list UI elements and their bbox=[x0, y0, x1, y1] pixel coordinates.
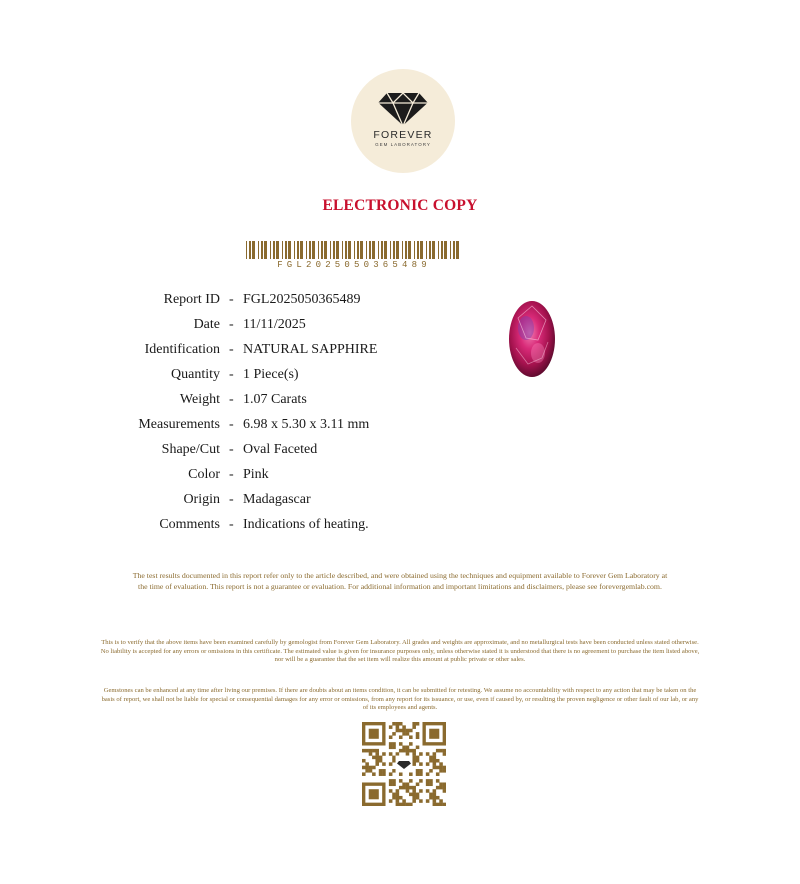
detail-row-origin bbox=[0, 492, 500, 512]
detail-value: NATURAL SAPPHIRE bbox=[243, 342, 378, 357]
detail-separator: - bbox=[229, 292, 234, 307]
detail-value: Indications of heating. bbox=[243, 517, 369, 532]
detail-row-shape-cut bbox=[0, 442, 500, 462]
gemstone-image bbox=[508, 298, 556, 380]
detail-label: Measurements bbox=[138, 417, 220, 432]
detail-label: Color bbox=[188, 467, 220, 482]
enhancement-note: Gemstones can be enhanced at any time after living our premises. If there are doubts about an items condition, it can be submitted for retesting. We assume no accountability with respect to any action that may be taken on the basis of report, we shall not be liable for special or consequential damages for any error or omissions, from any report for its issuance, or use, even if caused by, or resulting the proven negligence or other fault of our lab, or any of its employees and agents. bbox=[101, 687, 699, 712]
detail-separator: - bbox=[229, 442, 234, 457]
detail-separator: - bbox=[229, 467, 234, 482]
detail-separator: - bbox=[229, 342, 234, 357]
verification-note: This is to verify that the above items have been examined carefully by gemologist from Forever Gem Laboratory. All grades and weights are approximate, and no metallurgical tests have been conducted unless stated otherwise. No liability is accepted for any errors or omissions in this certificate. The estimated value is given for insurance purposes only, unless otherwise stated it is understood that there is no agreement to purchase the item listed above, nor will be a guarantee that the set item will realize this amount at public private or other sales. bbox=[100, 639, 700, 664]
detail-row-date bbox=[0, 317, 500, 337]
detail-value: 11/11/2025 bbox=[243, 317, 306, 332]
detail-value: Madagascar bbox=[243, 492, 311, 507]
detail-label: Shape/Cut bbox=[161, 442, 220, 457]
detail-separator: - bbox=[229, 492, 234, 507]
detail-separator: - bbox=[229, 392, 234, 407]
detail-row-identification bbox=[0, 342, 500, 362]
barcode-number: FGL2025050365489 bbox=[277, 260, 431, 270]
page-title: ELECTRONIC COPY bbox=[322, 197, 478, 214]
detail-row-report-id bbox=[0, 292, 500, 312]
detail-value: 6.98 x 5.30 x 3.11 mm bbox=[243, 417, 370, 432]
logo-name: FOREVER bbox=[373, 129, 433, 141]
qr-code[interactable] bbox=[362, 722, 446, 806]
detail-separator: - bbox=[229, 417, 234, 432]
lab-logo bbox=[351, 69, 455, 173]
detail-label: Report ID bbox=[163, 292, 220, 307]
detail-value: 1 Piece(s) bbox=[243, 367, 299, 382]
detail-row-weight bbox=[0, 392, 500, 412]
detail-label: Comments bbox=[159, 517, 220, 532]
detail-separator: - bbox=[229, 367, 234, 382]
detail-label: Origin bbox=[183, 492, 220, 507]
detail-label: Date bbox=[193, 317, 220, 332]
barcode bbox=[246, 241, 462, 259]
logo-subtitle: GEM LABORATORY bbox=[375, 142, 431, 147]
detail-value: 1.07 Carats bbox=[243, 392, 307, 407]
detail-row-color bbox=[0, 467, 500, 487]
diamond-icon bbox=[377, 91, 429, 127]
detail-label: Quantity bbox=[171, 367, 220, 382]
detail-label: Weight bbox=[179, 392, 220, 407]
detail-label: Identification bbox=[144, 342, 220, 357]
detail-row-quantity bbox=[0, 367, 500, 387]
detail-value: Oval Faceted bbox=[243, 442, 318, 457]
detail-separator: - bbox=[229, 317, 234, 332]
disclaimer-note: The test results documented in this report refer only to the article described, and were obtained using the techniques and equipment available to Forever Gem Laboratory at the time of evaluation. This report is not a guarantee or evaluation. For additional information and important limitations and disclaimers, please see forevergemlab.com. bbox=[132, 571, 668, 591]
detail-row-measurements bbox=[0, 417, 500, 437]
detail-row-comments bbox=[0, 517, 500, 537]
detail-separator: - bbox=[229, 517, 234, 532]
detail-value: Pink bbox=[243, 467, 269, 482]
detail-value: FGL2025050365489 bbox=[243, 292, 361, 307]
